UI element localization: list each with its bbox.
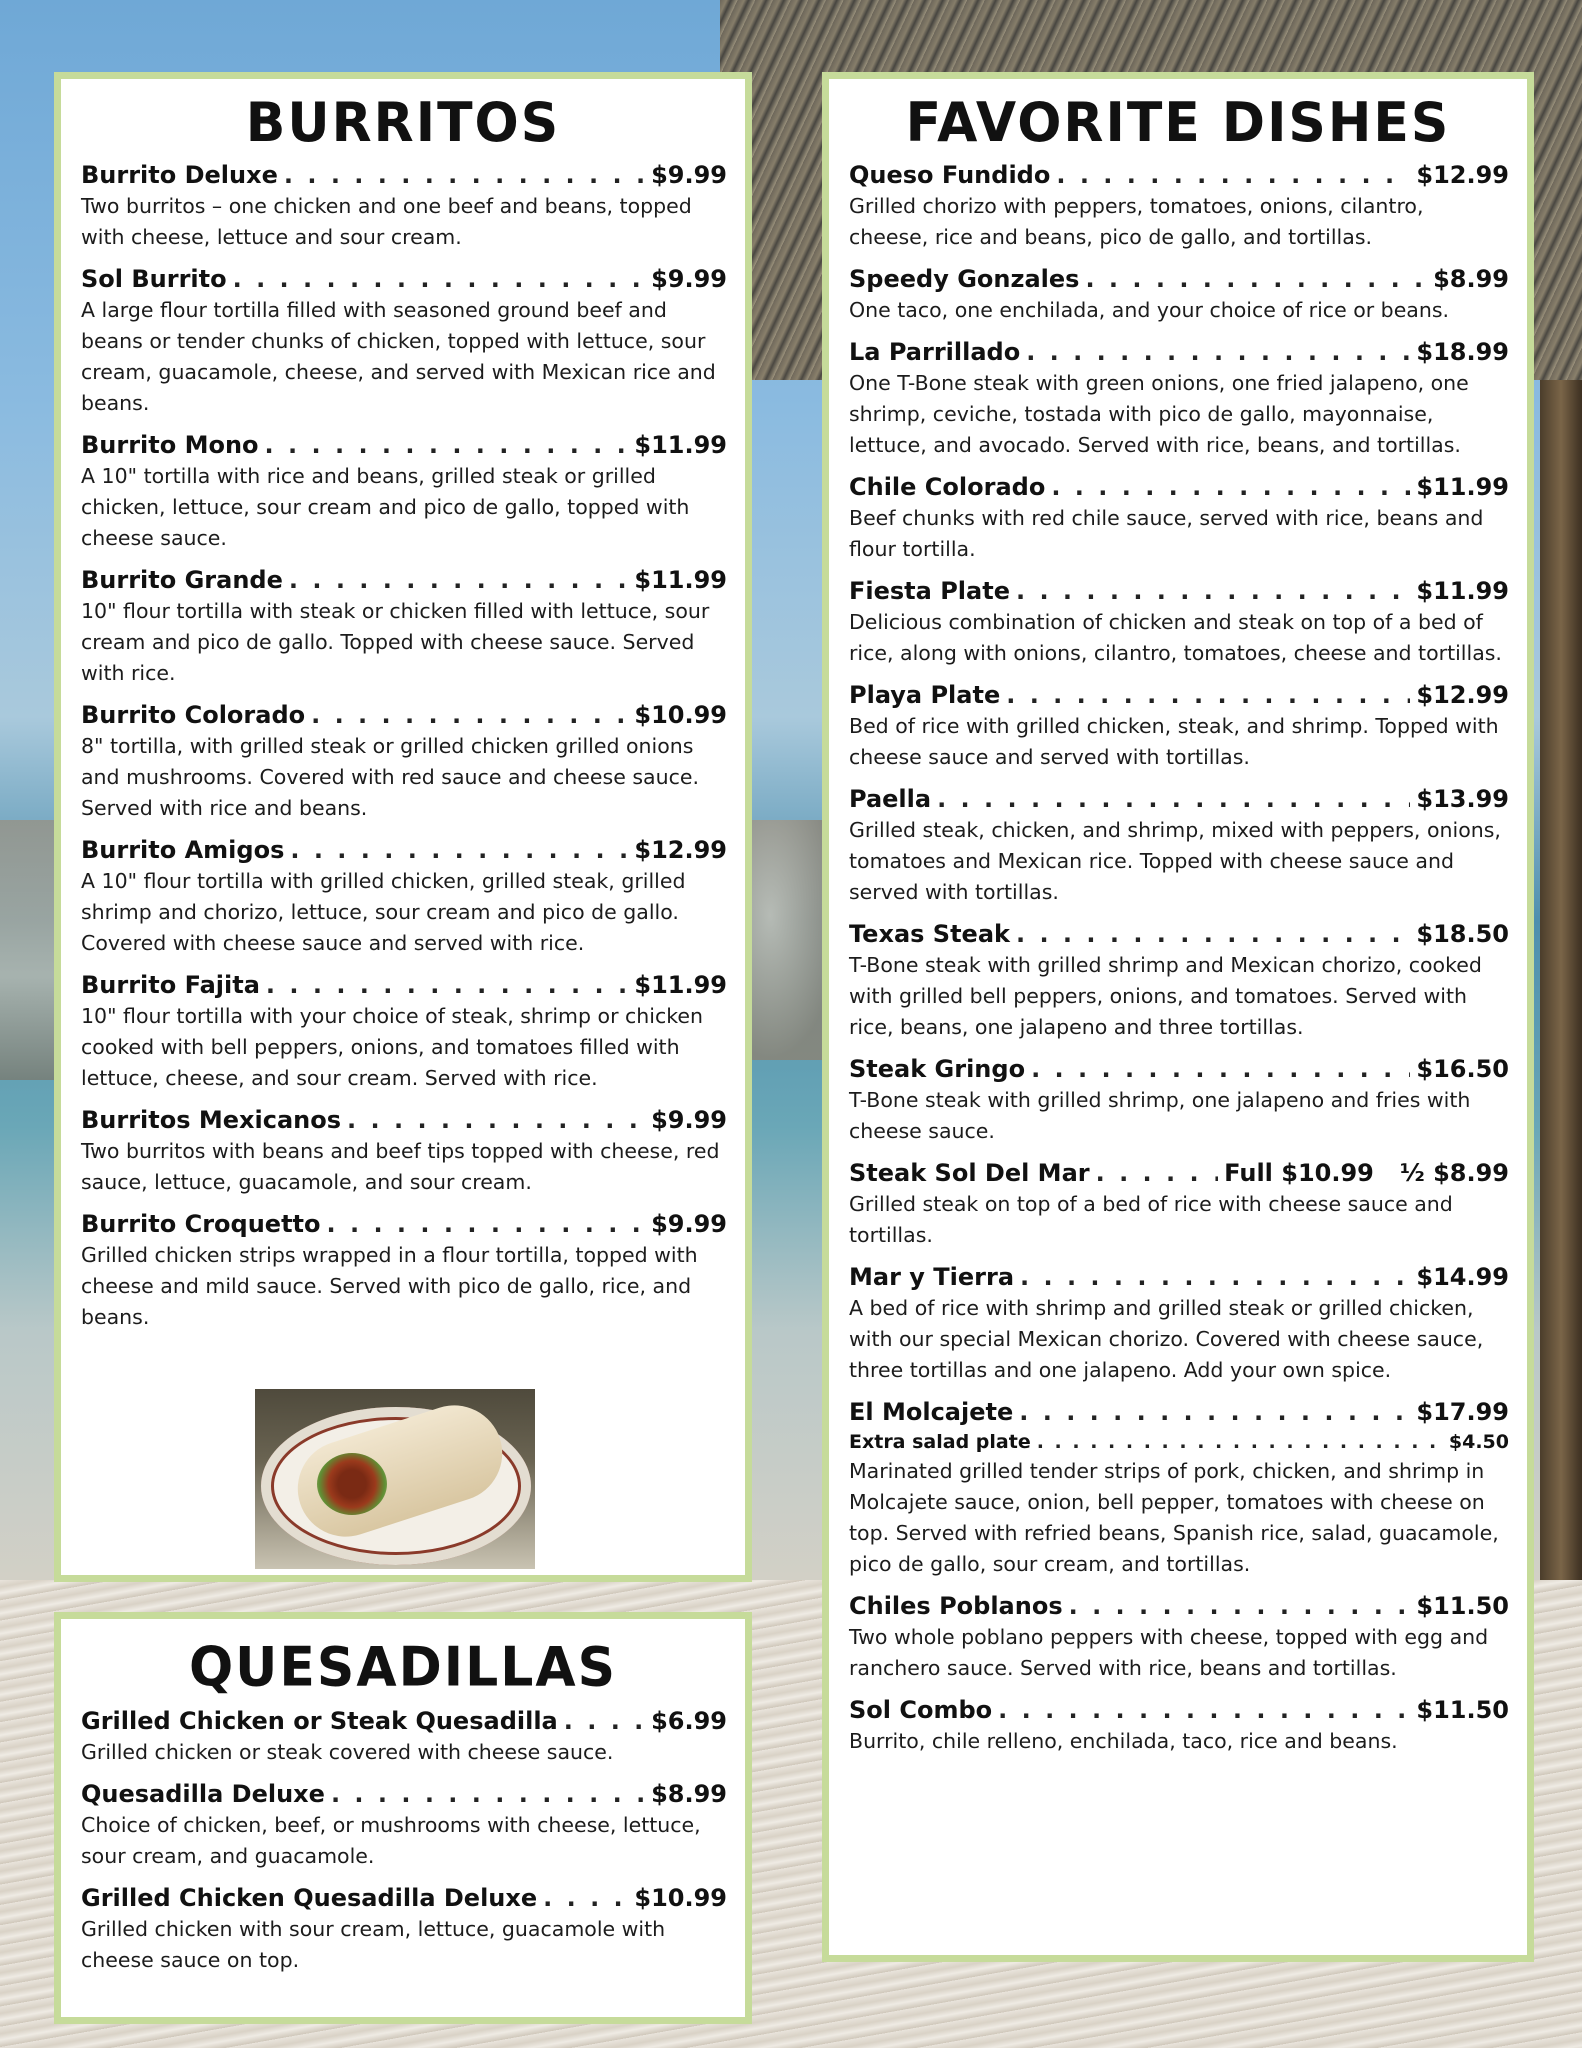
item-description: Two whole poblano peppers with cheese, topped with egg and ranchero sauce. Served with rice, beans and tortillas. — [849, 1625, 1489, 1680]
item-price: $11.99 — [634, 431, 727, 459]
item-description: Grilled steak on top of a bed of rice with cheese sauce and tortillas. — [849, 1192, 1453, 1247]
item-price: $11.50 — [1416, 1592, 1509, 1620]
leader-dots — [1019, 1396, 1410, 1428]
leader-dots — [543, 1882, 628, 1914]
menu-item — [849, 263, 1509, 326]
item-description: 10" flour tortilla with your choice of steak, shrimp or chicken cooked with bell peppers, onions, and tomatoes filled with lettuce, cheese, and sour cream. Served with rice. — [81, 1004, 703, 1090]
item-description: One T-Bone steak with green onions, one fried jalapeno, one shrimp, ceviche, tostada with pico de gallo, mayonnaise, lettuce, and avocado. Served with rice, beans, and tortillas. — [849, 371, 1469, 457]
menu-item — [81, 564, 727, 689]
item-name: Steak Sol Del Mar — [849, 1159, 1090, 1187]
item-price: $12.99 — [1416, 161, 1509, 189]
leader-dots — [1031, 1053, 1410, 1085]
burritos-list — [61, 159, 745, 1333]
item-description: One taco, one enchilada, and your choice of rice or beans. — [849, 298, 1450, 322]
item-name: Steak Gringo — [849, 1055, 1026, 1083]
burritos-panel — [54, 72, 752, 1582]
item-description: A bed of rice with shrimp and grilled steak or grilled chicken, with our special Mexican chorizo. Covered with cheese sauce, three tortillas and one jalapeno. Add your own spice. — [849, 1296, 1484, 1382]
menu-item — [849, 471, 1509, 565]
item-name: Playa Plate — [849, 681, 1001, 709]
item-description: Grilled chicken with sour cream, lettuce, guacamole with cheese sauce on top. — [81, 1917, 666, 1972]
quesadillas-list — [61, 1705, 745, 1976]
menu-item — [81, 429, 727, 554]
item-name: Grilled Chicken Quesadilla Deluxe — [81, 1884, 538, 1912]
menu-item — [849, 783, 1509, 908]
addon-name: Extra salad plate — [849, 1431, 1031, 1453]
item-price: $10.99 — [634, 1884, 727, 1912]
menu-item — [81, 1882, 727, 1976]
item-price: $18.50 — [1416, 920, 1509, 948]
quesadillas-title: QUESADILLAS — [188, 1635, 618, 1699]
item-description: Marinated grilled tender strips of pork, chicken, and shrimp in Molcajete sauce, onion, bell pepper, tomatoes with cheese on top. Served with refried beans, Spanish rice, salad, guacamole, pico de gallo, sour cream, and tortillas. — [849, 1459, 1499, 1576]
leader-dots — [1016, 575, 1410, 607]
item-name: Grilled Chicken or Steak Quesadilla — [81, 1707, 558, 1735]
menu-item — [849, 336, 1509, 461]
item-price: $9.99 — [651, 265, 727, 293]
leader-dots — [1006, 679, 1410, 711]
item-price: $11.99 — [1416, 473, 1509, 501]
leader-dots — [1016, 918, 1410, 950]
item-price: $17.99 — [1416, 1398, 1509, 1426]
leader-dots — [1037, 1428, 1443, 1456]
item-description: A 10" flour tortilla with grilled chicken, grilled steak, grilled shrimp and chorizo, lettuce, sour cream and pico de gallo. Covered with cheese sauce and served with rice. — [81, 869, 686, 955]
menu-item — [849, 1261, 1509, 1386]
favorite-dishes-list — [829, 159, 1527, 1757]
item-price: $11.99 — [634, 566, 727, 594]
menu-item — [849, 1396, 1509, 1580]
item-price: $9.99 — [651, 1210, 727, 1238]
leader-dots — [1085, 263, 1427, 295]
leader-dots — [290, 834, 628, 866]
filling-shape — [317, 1453, 387, 1515]
item-description: Choice of chicken, beef, or mushrooms with cheese, lettuce, sour cream, and guacamole. — [81, 1813, 701, 1868]
menu-item — [849, 1590, 1509, 1684]
leader-dots — [289, 564, 629, 596]
menu-item — [81, 1104, 727, 1198]
menu-item — [849, 159, 1509, 253]
item-description: Grilled chorizo with peppers, tomatoes, onions, cilantro, cheese, rice and beans, pico de gallo, and tortillas. — [849, 194, 1424, 249]
item-price: $9.99 — [651, 1106, 727, 1134]
item-name: Paella — [849, 785, 932, 813]
item-price: $10.99 — [634, 701, 727, 729]
leader-dots — [311, 699, 628, 731]
menu-item — [849, 679, 1509, 773]
favorite-dishes-panel — [822, 72, 1534, 1962]
item-name: Sol Combo — [849, 1696, 993, 1724]
item-name: Mar y Tierra — [849, 1263, 1015, 1291]
item-description: Beef chunks with red chile sauce, served with rice, beans and flour tortilla. — [849, 506, 1484, 561]
item-name: Burrito Fajita — [81, 971, 260, 999]
menu-item — [849, 918, 1509, 1043]
item-price-half: ½ $8.99 — [1399, 1159, 1509, 1187]
menu-item — [81, 969, 727, 1094]
item-description: A large flour tortilla filled with seasoned ground beef and beans or tender chunks of chicken, topped with lettuce, sour cream, guacamole, cheese, and served with Mexican rice and beans. — [81, 298, 716, 415]
item-name: Burrito Colorado — [81, 701, 306, 729]
leader-dots — [1069, 1590, 1411, 1622]
item-name: El Molcajete — [849, 1398, 1014, 1426]
item-description: Grilled chicken strips wrapped in a flour tortilla, topped with cheese and mild sauce. Served with pico de gallo, rice, and beans. — [81, 1243, 698, 1329]
menu-item — [849, 575, 1509, 669]
item-price: $11.99 — [634, 971, 727, 999]
menu-item — [81, 263, 727, 419]
item-price: $11.50 — [1416, 1696, 1509, 1724]
item-description: T-Bone steak with grilled shrimp and Mexican chorizo, cooked with grilled bell peppers, onions, and tomatoes. Served with rice, beans, one jalapeno and three tortillas. — [849, 953, 1482, 1039]
item-name: Burrito Amigos — [81, 836, 285, 864]
leader-dots — [1051, 471, 1410, 503]
menu-item — [81, 1705, 727, 1768]
item-price: $8.99 — [1433, 265, 1509, 293]
leader-dots — [347, 1104, 645, 1136]
item-description: 8" tortilla, with grilled steak or grilled chicken grilled onions and mushrooms. Covered with red sauce and cheese sauce. Served with rice and beans. — [81, 734, 699, 820]
item-price-full: Full $10.99 — [1224, 1159, 1374, 1187]
item-name: Chiles Poblanos — [849, 1592, 1063, 1620]
leader-dots — [265, 429, 629, 461]
item-name: Queso Fundido — [849, 161, 1051, 189]
item-description: Grilled steak, chicken, and shrimp, mixed with peppers, onions, tomatoes and Mexican rice. Topped with cheese sauce and served with tortillas. — [849, 818, 1501, 904]
item-name: Speedy Gonzales — [849, 265, 1080, 293]
menu-item — [81, 159, 727, 253]
item-price: $16.50 — [1416, 1055, 1509, 1083]
leader-dots — [1056, 159, 1410, 191]
item-name: Burrito Mono — [81, 431, 259, 459]
item-price: $12.99 — [634, 836, 727, 864]
item-description: Two burritos – one chicken and one beef and beans, topped with cheese, lettuce and sour cream. — [81, 194, 692, 249]
leader-dots — [266, 969, 628, 1001]
leader-dots — [937, 783, 1410, 815]
item-price: $6.99 — [651, 1707, 727, 1735]
menu-item — [849, 1157, 1509, 1251]
item-name: Burritos Mexicanos — [81, 1106, 342, 1134]
item-price: $14.99 — [1416, 1263, 1509, 1291]
item-name: Sol Burrito — [81, 265, 227, 293]
item-name: Burrito Croquetto — [81, 1210, 321, 1238]
item-price: $18.99 — [1416, 338, 1509, 366]
item-price: $11.99 — [1416, 577, 1509, 605]
item-name: Burrito Grande — [81, 566, 283, 594]
item-description: 10" flour tortilla with steak or chicken filled with lettuce, sour cream and pico de gallo. Topped with cheese sauce. Served with rice. — [81, 599, 710, 685]
item-price: $8.99 — [651, 1780, 727, 1808]
quesadillas-panel — [54, 1612, 752, 2024]
item-description: A 10" tortilla with rice and beans, grilled steak or grilled chicken, lettuce, sour cream and pico de gallo, topped with cheese sauce. — [81, 464, 690, 550]
item-name: Burrito Deluxe — [81, 161, 278, 189]
addon-price: $4.50 — [1448, 1431, 1509, 1453]
item-description: Bed of rice with grilled chicken, steak, and shrimp. Topped with cheese sauce and served with tortillas. — [849, 714, 1499, 769]
item-name: Texas Steak — [849, 920, 1010, 948]
item-name: La Parrillado — [849, 338, 1021, 366]
menu-item — [81, 699, 727, 824]
menu-item — [81, 1208, 727, 1333]
leader-dots — [284, 159, 645, 191]
leader-dots — [1020, 1261, 1410, 1293]
item-description: Grilled chicken or steak covered with cheese sauce. — [81, 1740, 614, 1764]
menu-item — [81, 834, 727, 959]
item-name: Fiesta Plate — [849, 577, 1010, 605]
leader-dots — [564, 1705, 645, 1737]
favorite-dishes-title: FAVORITE DISHES — [905, 91, 1451, 155]
leader-dots — [1026, 336, 1410, 368]
item-price: $13.99 — [1416, 785, 1509, 813]
item-price: $9.99 — [651, 161, 727, 189]
item-name: Chile Colorado — [849, 473, 1046, 501]
leader-dots — [331, 1778, 645, 1810]
item-name: Quesadilla Deluxe — [81, 1780, 325, 1808]
leader-dots — [327, 1208, 646, 1240]
item-description: T-Bone steak with grilled shrimp, one jalapeno and fries with cheese sauce. — [849, 1088, 1471, 1143]
item-description: Delicious combination of chicken and steak on top of a bed of rice, along with onions, cilantro, tomatoes, cheese and tortillas. — [849, 610, 1502, 665]
item-description: Two burritos with beans and beef tips topped with cheese, red sauce, lettuce, guacamole, and sour cream. — [81, 1139, 720, 1194]
burritos-title: BURRITOS — [245, 91, 561, 155]
menu-item — [81, 1778, 727, 1872]
item-description: Burrito, chile relleno, enchilada, taco, rice and beans. — [849, 1729, 1398, 1753]
item-price: $12.99 — [1416, 681, 1509, 709]
burrito-photo — [255, 1389, 535, 1569]
leader-dots — [998, 1694, 1410, 1726]
leader-dots — [233, 263, 645, 295]
menu-item — [849, 1694, 1509, 1757]
leader-dots — [1096, 1157, 1219, 1189]
menu-item — [849, 1053, 1509, 1147]
